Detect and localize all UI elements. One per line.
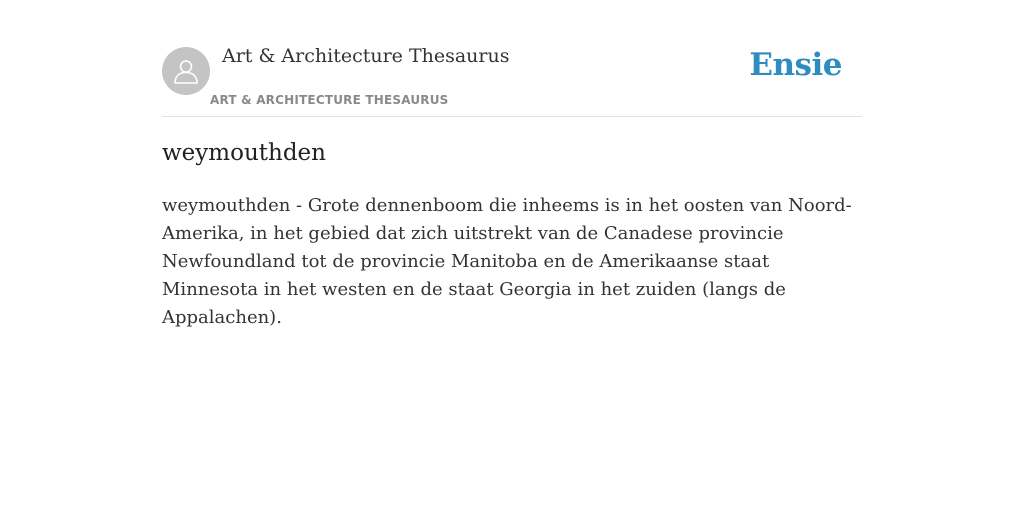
entry-definition: weymouthden - Grote dennenboom die inheems is in het oosten van Noord-Amerika, in het gebied dat zich uitstrekt van de Canadese provincie Newfoundland tot de provincie Manitoba en de Amerikaanse staat Minnesota in het westen en de staat Georgia in het zuiden (langs de Appalachen). xyxy=(162,195,852,328)
source-title[interactable]: Art & Architecture Thesaurus xyxy=(222,45,510,67)
source-header xyxy=(162,0,862,117)
avatar[interactable] xyxy=(162,47,210,95)
entry-term: weymouthden xyxy=(162,140,326,166)
page-container xyxy=(162,0,862,328)
brand-logo-link[interactable]: Ensie xyxy=(749,47,842,83)
source-subtitle[interactable]: ART & ARCHITECTURE THESAURUS xyxy=(210,93,449,107)
user-icon xyxy=(171,56,201,86)
